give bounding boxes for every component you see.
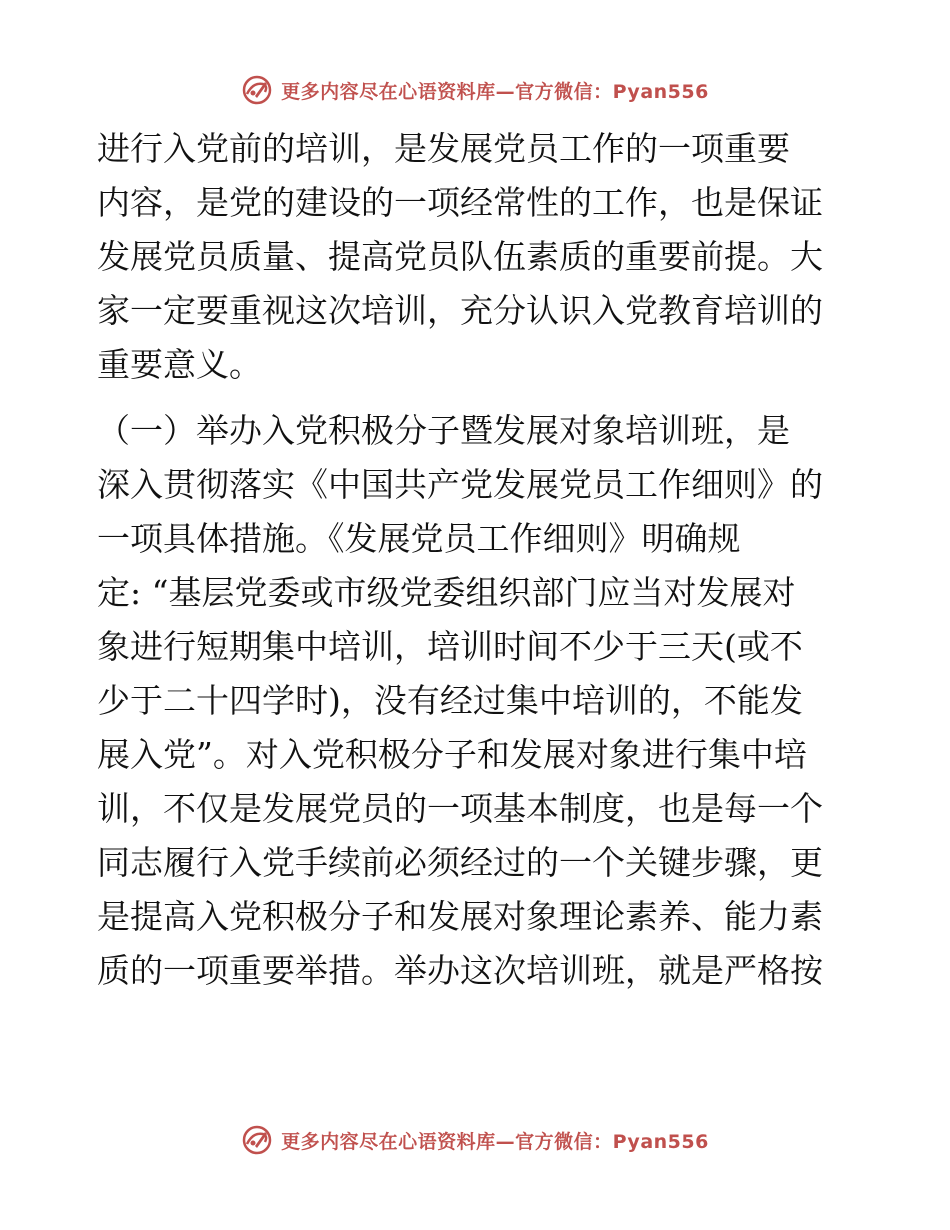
paragraph-1 [97,122,853,392]
text-line: 重要意义。 [97,345,262,384]
header-banner [0,70,950,110]
pen-swirl-icon [241,74,273,106]
text-line: 内容，是党的建设的一项经常性的工作，也是保证 [97,183,823,222]
text-line: 象进行短期集中培训，培训时间不少于三天(或不 [97,627,803,666]
text-line: 发展党员质量、提高党员队伍素质的重要前提。大 [97,237,823,276]
text-line: 进行入党前的培训，是发展党员工作的一项重要 [97,129,790,168]
document-body [97,122,853,998]
paragraph-spacer [97,392,853,404]
text-line: 深入贯彻落实《中国共产党发展党员工作细则》的 [97,465,823,504]
banner-text: 更多内容尽在心语资料库—官方微信：Pyan556 [281,80,709,103]
text-line: 质的一项重要举措。举办这次培训班，就是严格按 [97,951,823,990]
banner-text: 更多内容尽在心语资料库—官方微信：Pyan556 [281,1130,709,1153]
text-line: 定: “基层党委或市级党委组织部门应当对发展对 [97,573,796,612]
text-line: 是提高入党积极分子和发展对象理论素养、能力素 [97,897,823,936]
text-line: 家一定要重视这次培训，充分认识入党教育培训的 [97,291,823,330]
text-line: （一）举办入党积极分子暨发展对象培训班，是 [97,411,790,450]
text-line: 同志履行入党手续前必须经过的一个关键步骤，更 [97,843,823,882]
text-line: 少于二十四学时)，没有经过集中培训的，不能发 [97,681,803,720]
paragraph-2 [97,404,853,998]
pen-swirl-icon [241,1124,273,1156]
text-line: 训，不仅是发展党员的一项基本制度，也是每一个 [97,789,823,828]
footer-banner [0,1120,950,1160]
text-line: 一项具体措施。《发展党员工作细则》明确规 [97,519,741,558]
text-line: 展入党”。对入党积极分子和发展对象进行集中培 [97,735,807,774]
